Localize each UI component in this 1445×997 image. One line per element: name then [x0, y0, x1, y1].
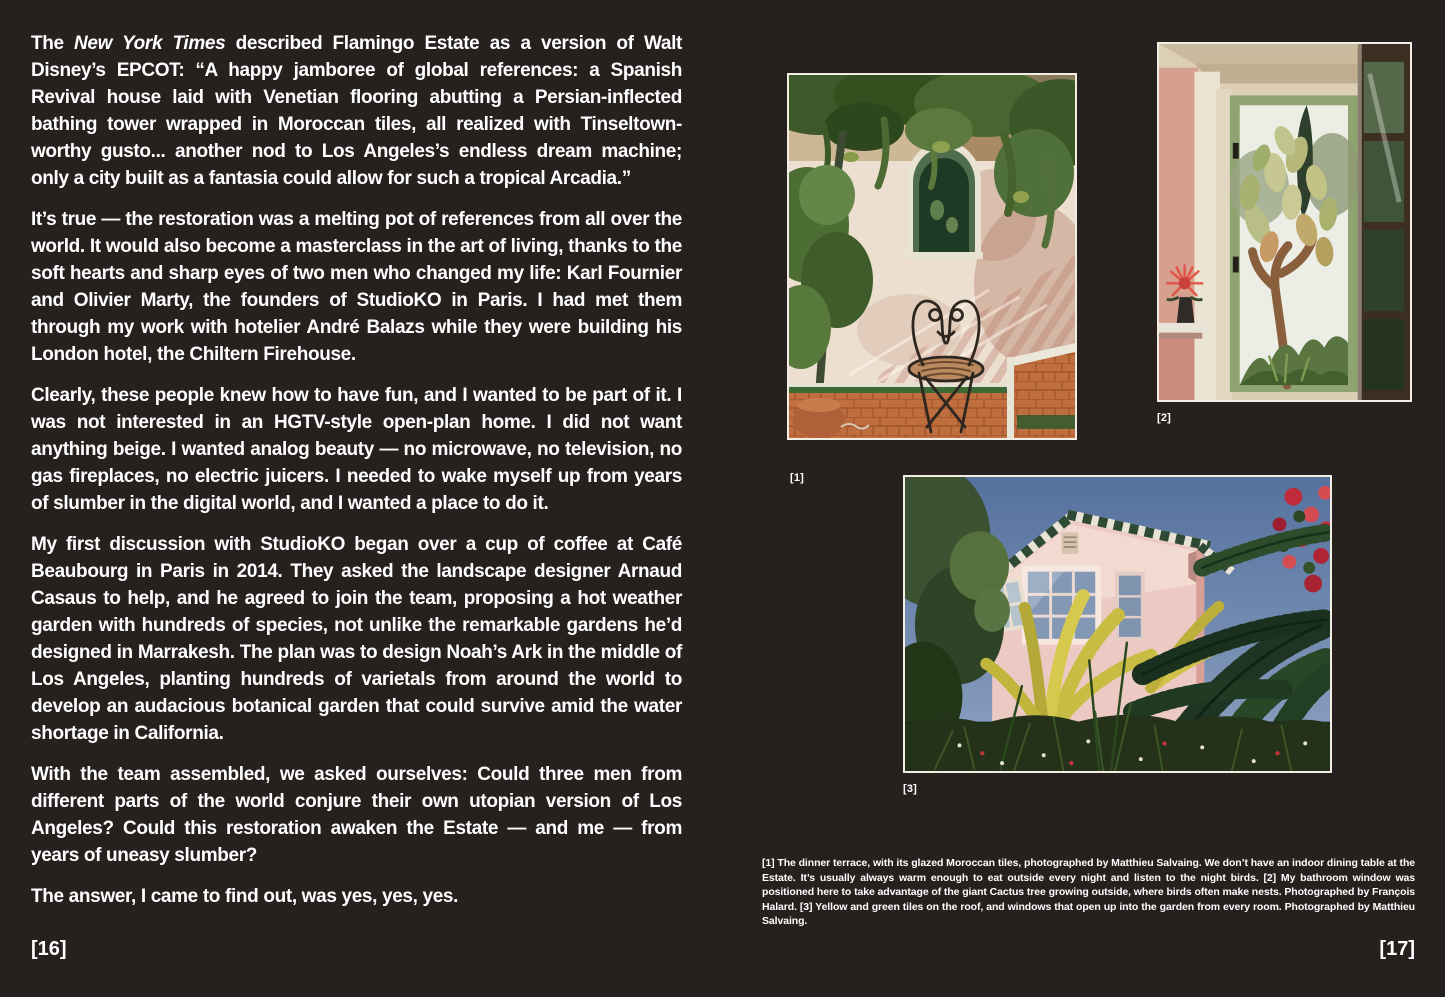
figure-captions: [1] The dinner terrace, with its glazed Moroccan tiles, photographed by Matthieu Salvaing. We don’t have an indoor dining table at the Estate. It’s usually always warm enough to eat outside every night and listen to the night birds. [2] My bathroom window was positioned here to take advantage of the giant Cactus tree growing outside, where birds often make nests. Photographed by François Halard. [3] Yellow and green tiles on the roof, and windows that open up into the garden from every room. Photographed by Matthieu Salvaing.	[762, 857, 1415, 927]
terrace-photo-illustration	[789, 75, 1075, 438]
paragraph-4: My first discussion with StudioKO began over a cup of coffee at Café Beaubourg in Paris in 2014. They asked the landscape designer Arnaud Casaus to help, and he agreed to join the team, proposing a hot weather garden with hundreds of species, not unlike the remarkable gardens he’d designed in Marrakesh. The plan was to design Noah’s Ark in the middle of Los Angeles, planting hundreds of varietals from around the world to develop an audacious botanical garden that could survive amid the water shortage in California.	[31, 534, 682, 744]
page-number-left: [16]	[31, 938, 67, 960]
page-number-right: [17]	[1379, 938, 1415, 960]
pink-house-photo-illustration	[905, 477, 1330, 771]
figure-2-photo	[1157, 42, 1412, 402]
figure-3-label: [3]	[903, 783, 918, 795]
paragraph-1-rest: described Flamingo Estate as a version of Walt Disney’s EPCOT: “A happy jamboree of global references: a Spanish Revival house laid with Venetian flooring abutting a Persian-inflected bathing tower wrapped in Moroccan tiles, all realized with Tinseltown-worthy gusto... another nod to Los Angeles’s endless dream machine; only a city built as a fantasia could allow for such a tropical Arcadia.”	[31, 33, 682, 189]
paragraph-5: With the team assembled, we asked ourselves: Could three men from different parts of the world conjure their own utopian version of Los Angeles? Could this restoration awaken the Estate — and me — from years of uneasy slumber?	[31, 764, 682, 866]
publication-name: New York Times	[74, 33, 226, 54]
figure-3-photo	[903, 475, 1332, 773]
article-text-column	[31, 30, 682, 924]
paragraph-2: It’s true — the restoration was a melting pot of references from all over the world. It would also become a masterclass in the art of living, thanks to the soft hearts and sharp eyes of two men who changed my life: Karl Fournier and Olivier Marty, the founders of StudioKO in Paris. I had met them through my work with hotelier André Balazs while they were building his London hotel, the Chiltern Firehouse.	[31, 209, 682, 365]
bathroom-window-photo-illustration	[1159, 44, 1410, 400]
figure-1-photo	[787, 73, 1077, 440]
paragraph-1	[31, 30, 682, 192]
paragraph-1-lead: The	[31, 33, 75, 54]
figure-2-label: [2]	[1157, 412, 1172, 424]
paragraph-3: Clearly, these people knew how to have fun, and I wanted to be part of it. I was not interested in an HGTV-style open-plan home. I did not want anything beige. I wanted analog beauty — no microwave, no television, no gas fireplaces, no electric juicers. I needed to wake myself up from years of slumber in the digital world, and I wanted a place to do it.	[31, 385, 682, 514]
figure-1-label: [1]	[790, 472, 805, 484]
paragraph-6: The answer, I came to find out, was yes, yes, yes.	[31, 886, 459, 907]
